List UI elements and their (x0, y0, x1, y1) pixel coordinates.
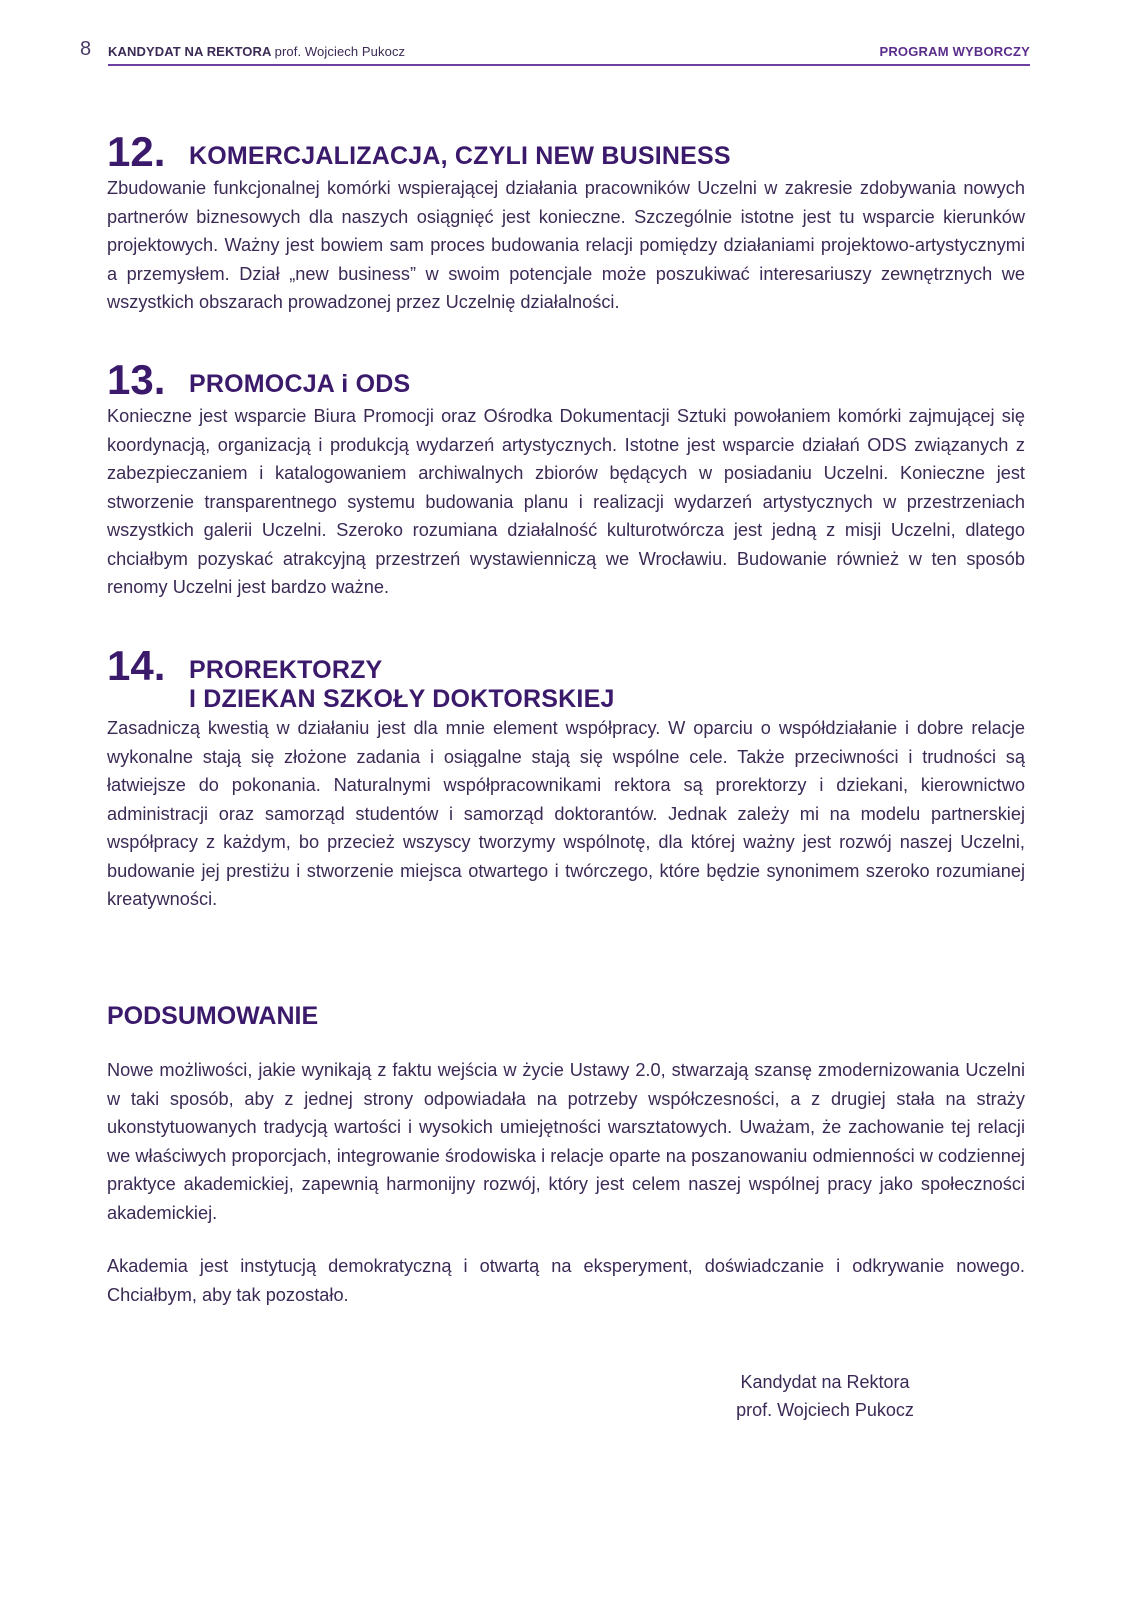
signature (700, 1368, 950, 1424)
section-title: KOMERCJALIZACJA, CZYLI NEW BUSINESS (189, 142, 731, 170)
section-body: Zasadniczą kwestią w działaniu jest dla mnie element współpracy. W oparciu o współdziałanie i dobre relacje wykonalne stają się złożone zadania i osiągalne stają się wspólne cele. Także przeciwności i trudności są łatwiejsze do pokonania. Naturalnymi współpracownikami rektora są prorektorzy i dziekani, kierownictwo administracji oraz samorząd studentów i samorząd doktorantów. Jednak zależy mi na modelu partnerskiej współpracy z każdym, bo przecież wszyscy tworzymy wspólnotę, dla której ważny jest rozwój naszej Uczelni, budowanie jej prestiżu i stworzenie miejsca otwartego i twórczego, które będzie synonimem szeroko rozumianej kreatywności. (107, 718, 1025, 909)
section-body: Zbudowanie funkcjonalnej komórki wspierającej działania pracowników Uczelni w zakresie zdobywania nowych partnerów biznesowych dla naszych osiągnięć jest konieczne. Szczególnie istotne jest tu wsparcie kierunków projektowych. Ważny jest bowiem sam proces budowania relacji pomiędzy działaniami projektowo-artystycznymi a przemysłem. Dział „new business” w swoim potencjale może poszukiwać interesariuszy zewnętrznych we wszystkich obszarach prowadzonej przez Uczelnię działalności. (107, 178, 1025, 312)
section-number: 14. (107, 642, 166, 689)
section-number: 12. (107, 128, 166, 175)
section-title: PROMOCJA i ODS (189, 370, 411, 398)
page-number: 8 (80, 38, 92, 60)
signature-role: Kandydat na Rektora (740, 1372, 910, 1392)
section-title-line2: I DZIEKAN SZKOŁY DOKTORSKIEJ (189, 685, 615, 713)
header-title (108, 44, 405, 59)
summary-paragraph-1: Nowe możliwości, jakie wynikają z faktu wejścia w życie Ustawy 2.0, stwarzają szansę zmodernizowania Uczelni w taki sposób, aby z jednej strony odpowiadała na potrzeby współczesności, a z drugiej stała na straży ukonstytuowanych tradycją wartości i wysokich umiejętności warsztatowych. Uważam, że zachowanie tej relacji we właściwych proporcjach, integrowanie środowiska i relacje oparte na poszanowaniu odmienności w codziennej praktyce akademickiej, zapewnią harmonijny rozwój, który jest celem naszej wspólnej pracy jako społeczności akademickiej. (107, 1060, 1025, 1223)
section-body: Konieczne jest wsparcie Biura Promocji oraz Ośrodka Dokumentacji Sztuki powołaniem komórki zajmującej się koordynacją, organizacją i produkcją wydarzeń artystycznych. Istotne jest wsparcie działań ODS związanych z zabezpieczaniem i katalogowaniem archiwalnych zbiorów będących w posiadaniu Uczelni. Konieczne jest stworzenie transparentnego systemu budowania planu i realizacji wydarzeń artystycznych w przestrzeniach wszystkich galerii Uczelni. Szeroko rozumiana działalność kulturotwórcza jest jedną z misji Uczelni, dlatego chciałbym pozyskać atrakcyjną przestrzeń wystawienniczą we Wrocławiu. Budowanie również w ten sposób renomy Uczelni jest bardzo ważne. (107, 406, 1025, 597)
summary-title: PODSUMOWANIE (107, 1002, 319, 1030)
page-header (80, 36, 1030, 66)
summary-paragraph-2: Akademia jest instytucją demokratyczną i otwartą na eksperyment, doświadczanie i odkrywanie nowego. Chciałbym, aby tak pozostało. (107, 1256, 1025, 1305)
section-title-line1: PROREKTORZY (189, 656, 383, 684)
header-title-prefix: KANDYDAT NA REKTORA (108, 44, 271, 59)
section-title (189, 656, 615, 714)
section-number: 13. (107, 356, 166, 403)
header-title-name: prof. Wojciech Pukocz (274, 44, 406, 59)
section-12 (107, 130, 1027, 320)
section-14 (107, 644, 1027, 924)
header-divider (108, 64, 1030, 66)
header-section-label: PROGRAM WYBORCZY (879, 44, 1030, 59)
section-13 (107, 358, 1027, 608)
signature-name: prof. Wojciech Pukocz (736, 1400, 914, 1420)
